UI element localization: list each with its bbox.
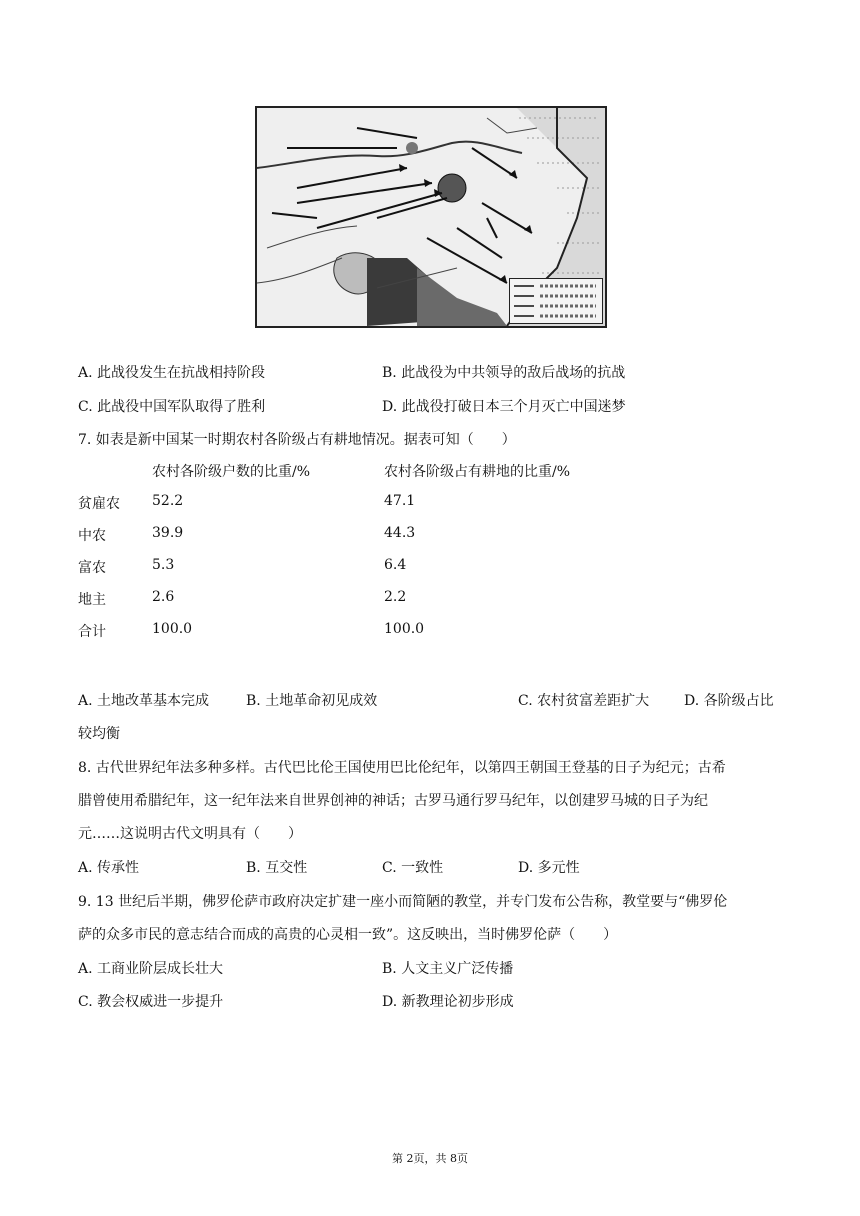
q8-option-a[interactable]: A. 传承性 [78, 860, 140, 876]
table-cell: 47.1 [384, 493, 416, 509]
table-cell: 2.6 [152, 589, 175, 605]
table-cell: 中农 [78, 528, 106, 544]
page-footer: 第 2页，共 8页 [392, 1152, 468, 1165]
q7-option-d[interactable]: D. 各阶级占比 [684, 693, 774, 709]
q7-option-d-continued: 较均衡 [78, 726, 120, 742]
q9-stem-line: 9. 13 世纪后半期，佛罗伦萨市政府决定扩建一座小而简陋的教堂，并专门发布公告称，教堂要与“佛罗伦 [78, 894, 728, 910]
q7-option-a[interactable]: A. 土地改革基本完成 [78, 693, 210, 709]
q9-option-c[interactable]: C. 教会权威进一步提升 [78, 994, 224, 1010]
table-cell: 100.0 [152, 621, 193, 637]
map-legend [509, 278, 603, 324]
q9-stem-line: 萨的众多市民的意志结合而成的高贵的心灵相一致”。这反映出，当时佛罗伦萨（ ） [78, 927, 618, 943]
q9-option-b[interactable]: B. 人文主义广泛传播 [382, 961, 514, 977]
battle-map-figure [255, 106, 607, 328]
table-header: 农村各阶级占有耕地的比重/% [384, 464, 571, 480]
table-cell: 6.4 [384, 557, 407, 573]
table-cell: 100.0 [384, 621, 425, 637]
q8-option-c[interactable]: C. 一致性 [382, 860, 444, 876]
q8-stem-line: 元……这说明古代文明具有（ ） [78, 826, 302, 842]
q8-stem-line: 腊曾使用希腊纪年，这一纪年法来自世界创神的神话；古罗马通行罗马纪年，以创建罗马城的日子为纪 [78, 793, 708, 809]
q8-option-d[interactable]: D. 多元性 [518, 860, 580, 876]
table-cell: 贫雇农 [78, 496, 120, 512]
q6-option-b[interactable]: B. 此战役为中共领导的敌后战场的抗战 [382, 365, 626, 381]
q7-stem: 7. 如表是新中国某一时期农村各阶级占有耕地情况。据表可知（ ） [78, 432, 516, 448]
table-cell: 地主 [78, 592, 106, 608]
table-cell: 52.2 [152, 493, 184, 509]
q6-option-c[interactable]: C. 此战役中国军队取得了胜利 [78, 399, 266, 415]
q6-option-d[interactable]: D. 此战役打破日本三个月灭亡中国迷梦 [382, 399, 626, 415]
q7-option-c[interactable]: C. 农村贫富差距扩大 [518, 693, 650, 709]
q6-option-a[interactable]: A. 此战役发生在抗战相持阶段 [78, 365, 266, 381]
table-header: 农村各阶级户数的比重/% [152, 464, 311, 480]
q9-option-a[interactable]: A. 工商业阶层成长壮大 [78, 961, 224, 977]
q7-option-b[interactable]: B. 土地革命初见成效 [246, 693, 378, 709]
table-cell: 2.2 [384, 589, 407, 605]
table-cell: 合计 [78, 624, 106, 640]
q8-stem-line: 8. 古代世界纪年法多种多样。古代巴比伦王国使用巴比伦纪年，以第四王朝国王登基的日子为纪元；古希 [78, 760, 726, 776]
table-cell: 44.3 [384, 525, 416, 541]
q8-option-b[interactable]: B. 互交性 [246, 860, 308, 876]
table-cell: 39.9 [152, 525, 184, 541]
q9-option-d[interactable]: D. 新教理论初步形成 [382, 994, 514, 1010]
table-cell: 富农 [78, 560, 106, 576]
table-cell: 5.3 [152, 557, 175, 573]
